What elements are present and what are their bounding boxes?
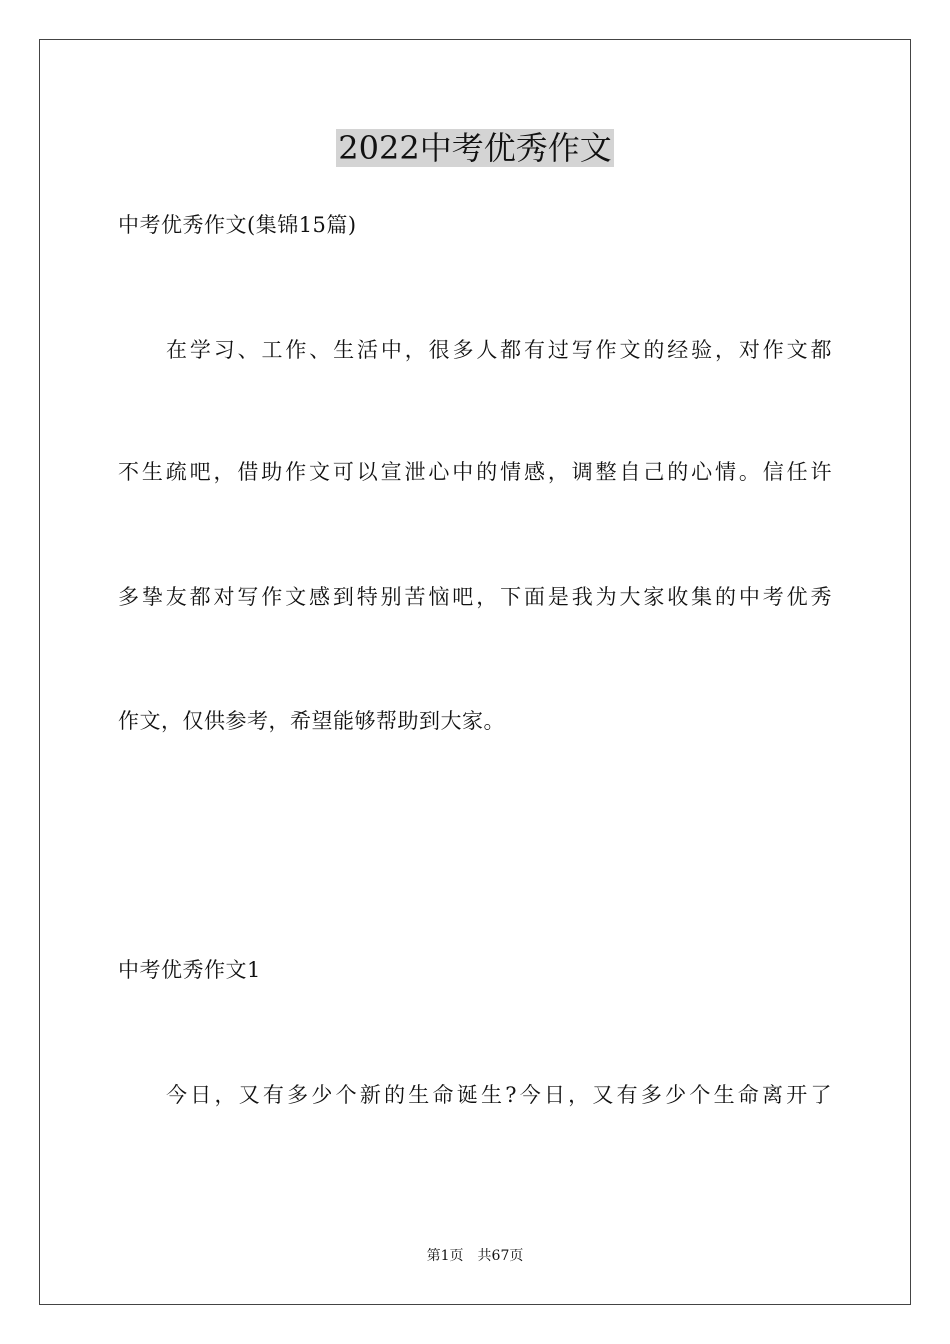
section-heading: 中考优秀作文1 <box>118 958 261 982</box>
document-subtitle: 中考优秀作文(集锦15篇) <box>118 213 357 237</box>
page-total: 共67页 <box>477 1248 524 1264</box>
intro-line-3: 多挚友都对写作文感到特别苦恼吧，下面是我为大家收集的中考优秀 <box>118 585 832 609</box>
page-number: 第1页 <box>426 1248 464 1264</box>
intro-line-1: 在学习、工作、生活中，很多人都有过写作文的经验，对作文都 <box>166 338 832 362</box>
intro-line-4: 作文，仅供参考，希望能够帮助到大家。 <box>118 709 505 733</box>
section-line-1: 今日，又有多少个新的生命诞生?今日，又有多少个生命离开了 <box>166 1083 832 1107</box>
page-footer <box>0 1246 950 1266</box>
document-title-text: 2022中考优秀作文 <box>338 129 612 167</box>
intro-line-2: 不生疏吧，借助作文可以宣泄心中的情感，调整自己的心情。信任许 <box>118 460 832 484</box>
document-title <box>0 126 950 170</box>
